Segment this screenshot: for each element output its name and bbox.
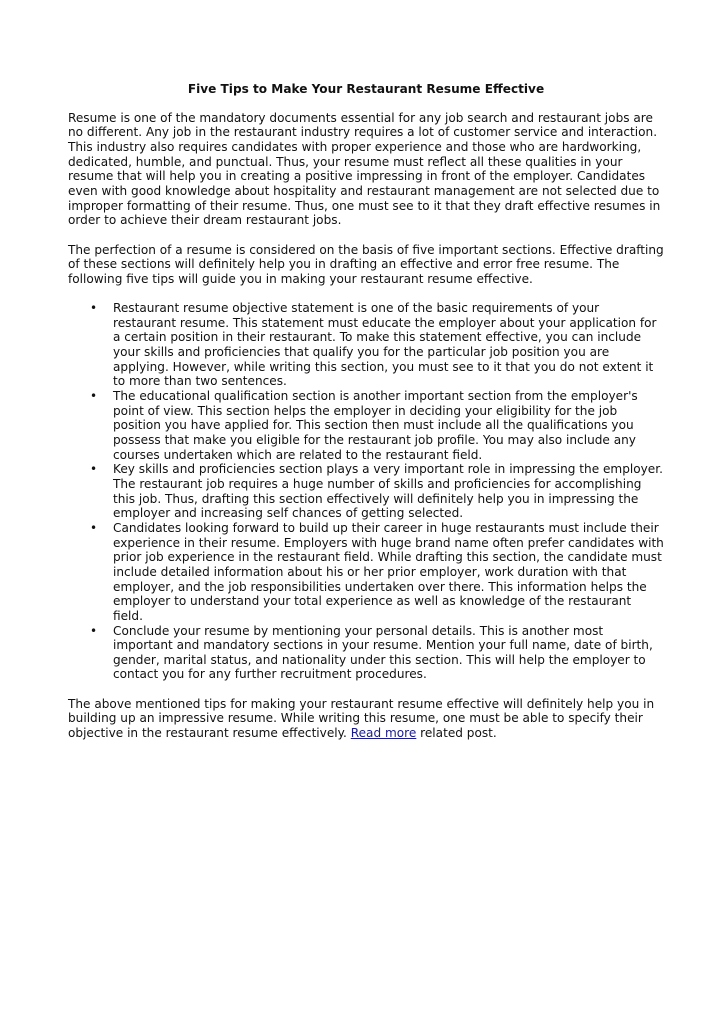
tip-text: Restaurant resume objective statement is one of the basic requirements of your restaurant resume. This statement must educate the employer about your application for a certain position in their restaurant. To make this statement effective, you can include your skills and proficiencies that qualify you for the particular job position you are applying. However, while writing this section, you must see to it that you do not extent it to more than two sentences.: [113, 301, 657, 389]
bullet-icon: •: [90, 389, 98, 403]
bullet-icon: •: [90, 462, 98, 477]
intro-paragraph-2: The perfection of a resume is considered on the basis of five important sections. Effective drafting of these sections will definitely help you in drafting an effective and error free resume. The following five tips will guide you in making your restaurant resume effective.: [68, 242, 664, 286]
intro-paragraph-1: Resume is one of the mandatory documents essential for any job search and restaurant jobs are no different. Any job in the restaurant industry requires a lot of customer service and interaction. This industry also requires candidates with proper experience and those who are hardworking, dedicated, humble, and punctual. Thus, your resume must reflect all these qualities in your resume that will help you in creating a positive impressing in front of the employer. Candidates even with good knowledge about hospitality and restaurant management are not selected due to improper formatting of their resume. Thus, one must see to it that they draft effective resumes in order to achieve their dream restaurant jobs.: [68, 110, 661, 228]
tip-text: The educational qualification section is another important section from the employer's point of view. This section helps the employer in deciding your eligibility for the job position you have applied for. This section then must include all the qualifications you possess that make you eligible for the restaurant job profile. You may also include any courses undertaken which are related to the restaurant field.: [113, 389, 638, 462]
tip-item-1: [68, 301, 664, 389]
document-title: Five Tips to Make Your Restaurant Resume Effective: [187, 82, 545, 96]
tips-list: [68, 301, 664, 682]
bullet-icon: •: [90, 623, 98, 638]
tip-text: Candidates looking forward to build up their career in huge restaurants must include their experience in their resume. Employers with huge brand name often prefer candidates with prior job experience in the restaurant field. While drafting this section, the candidate must include detailed information about his or her prior employer, work duration with that employer, and the job responsibilities undertaken over there. This information helps the employer to understand your total experience as well as knowledge of the restaurant field.: [113, 520, 664, 623]
document-page: [68, 82, 664, 755]
tip-text: Conclude your resume by mentioning your personal details. This is another most important and mandatory sections in your resume. Mention your full name, date of birth, gender, marital status, and nationality under this section. This will help the employer to contact you for any further recruitment procedures.: [113, 623, 653, 682]
tip-text: Key skills and proficiencies section plays a very important role in impressing the employer. The restaurant job requires a huge number of skills and proficiencies for accomplishing this job. Thus, drafting this section effectively will definitely help you in impressing the employer and increasing self chances of getting selected.: [113, 462, 663, 521]
bullet-icon: •: [90, 520, 98, 535]
tip-item-3: [68, 462, 664, 521]
read-more-link[interactable]: Read more: [350, 726, 417, 741]
closing-paragraph: [68, 697, 664, 741]
closing-text: The above mentioned tips for making your restaurant resume effective will definitely help you in building up an impressive resume. While writing this resume, one must be able to specify their objective in the restaurant resume effectively.: [68, 696, 655, 741]
closing-text-after: related post.: [416, 726, 497, 741]
tip-item-4: [68, 521, 664, 624]
tip-item-5: [68, 624, 664, 683]
tip-item-2: [68, 389, 664, 462]
bullet-icon: •: [90, 301, 98, 316]
